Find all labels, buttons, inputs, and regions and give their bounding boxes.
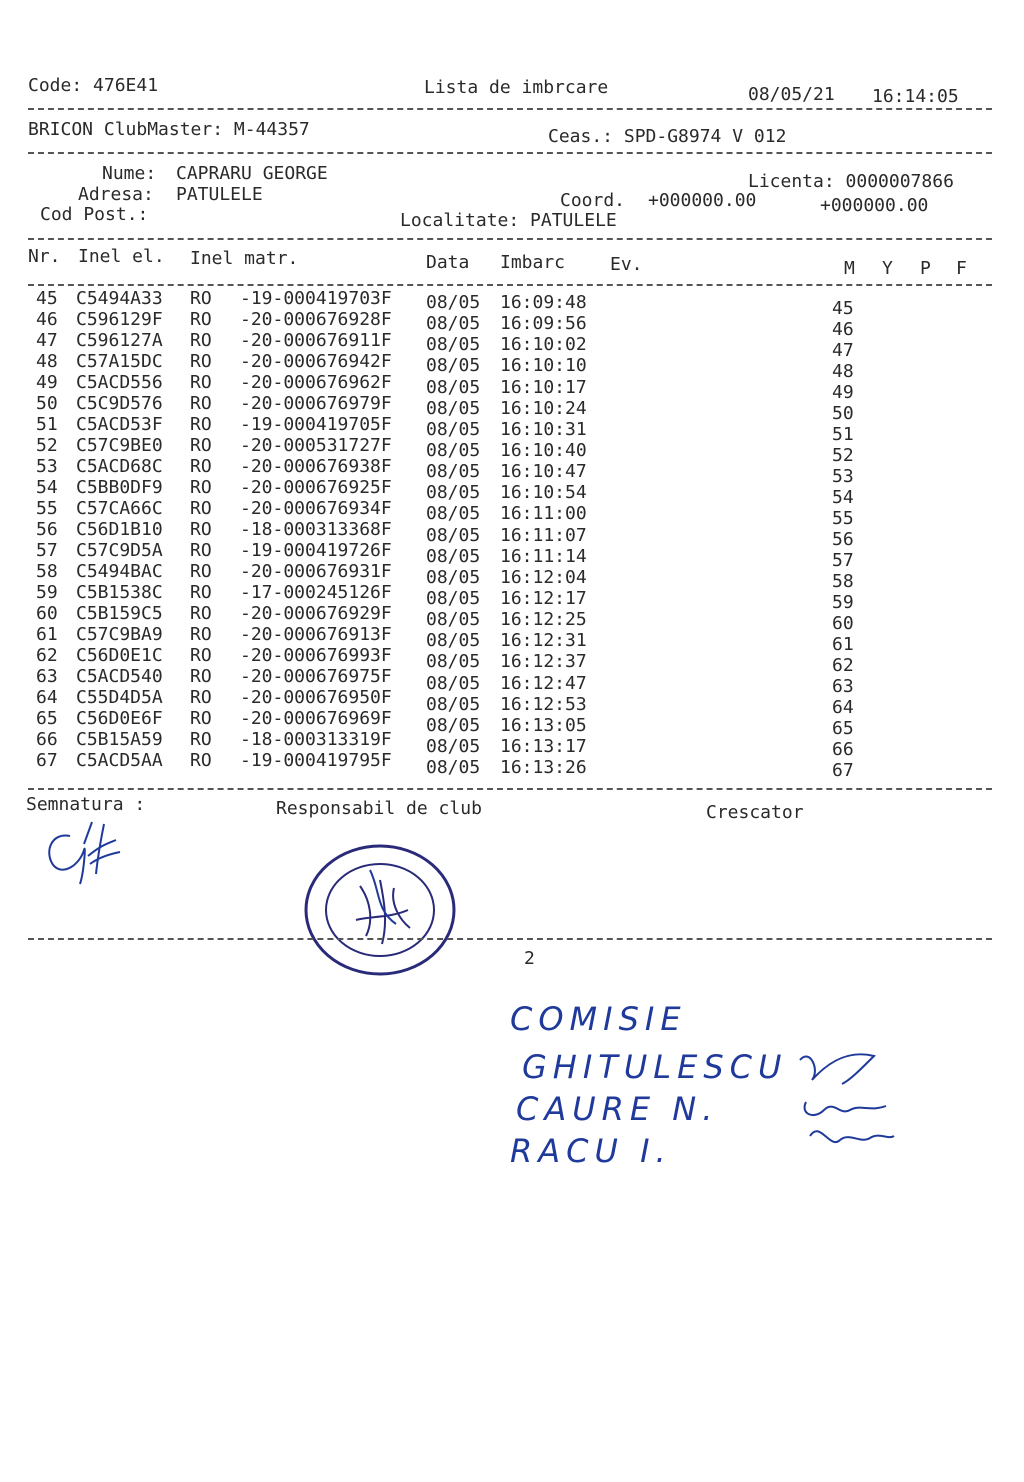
row-m: 66: [832, 739, 854, 760]
table-row: [0, 372, 1024, 403]
row-ring-number: -20-000676938F: [240, 456, 392, 477]
adresa-label: Adresa:: [78, 184, 154, 205]
row-country: RO: [190, 456, 212, 477]
row-ring-number: -20-000676931F: [240, 561, 392, 582]
row-m: 59: [832, 592, 854, 613]
row-country: RO: [190, 666, 212, 687]
row-electronic-ring: C5494BAC: [76, 561, 163, 582]
table-row: [0, 540, 1024, 571]
row-electronic-ring: C5B159C5: [76, 603, 163, 624]
licenta-label: Licenta: 0000007866: [748, 171, 954, 192]
row-date: 08/05: [426, 313, 481, 335]
club-responsible-label: Responsabil de club: [276, 798, 482, 819]
coord-x: +000000.00: [648, 190, 757, 211]
row-time: 16:12:31: [500, 630, 587, 652]
col-inel-el: Inel el.: [78, 246, 165, 267]
row-country: RO: [190, 624, 212, 645]
divider: [28, 788, 992, 790]
localitate-label: Localitate: PATULELE: [400, 210, 617, 231]
table-row: [0, 435, 1024, 466]
row-electronic-ring: C5ACD540: [76, 666, 163, 687]
row-m: 64: [832, 697, 854, 718]
table-row: [0, 750, 1024, 781]
row-electronic-ring: C5494A33: [76, 288, 163, 309]
row-ring-number: -19-000419705F: [240, 414, 392, 435]
row-ring-number: -20-000676925F: [240, 477, 392, 498]
row-country: RO: [190, 351, 212, 372]
col-inel-matr: Inel matr.: [190, 248, 299, 269]
row-nr: 64: [36, 687, 58, 708]
table-row: [0, 456, 1024, 487]
table-row: [0, 393, 1024, 424]
row-electronic-ring: C5B15A59: [76, 729, 163, 750]
row-electronic-ring: C57A15DC: [76, 351, 163, 372]
row-time: 16:10:10: [500, 355, 587, 377]
row-m: 45: [832, 298, 854, 319]
row-ring-number: -19-000419703F: [240, 288, 392, 309]
handwritten-name-2: CAURE N.: [516, 1090, 719, 1128]
row-time: 16:13:05: [500, 714, 587, 736]
row-date: 08/05: [426, 609, 481, 631]
table-row: [0, 519, 1024, 550]
row-date: 08/05: [426, 524, 481, 546]
row-time: 16:12:25: [500, 609, 587, 631]
row-time: 16:12:47: [500, 672, 587, 694]
row-time: 16:10:54: [500, 482, 587, 504]
breeder-label: Crescator: [706, 802, 804, 823]
table-row: [0, 561, 1024, 592]
row-ring-number: -20-000531727F: [240, 435, 392, 456]
row-electronic-ring: C55D4D5A: [76, 687, 163, 708]
row-country: RO: [190, 708, 212, 729]
row-time: 16:10:02: [500, 334, 587, 356]
row-nr: 45: [36, 288, 58, 309]
row-country: RO: [190, 330, 212, 351]
col-ev: Ev.: [610, 254, 643, 275]
row-time: 16:10:24: [500, 397, 587, 419]
row-m: 62: [832, 655, 854, 676]
row-ring-number: -19-000419726F: [240, 540, 392, 561]
signature-image: [40, 814, 130, 894]
row-m: 60: [832, 613, 854, 634]
row-ring-number: -20-000676950F: [240, 687, 392, 708]
row-nr: 50: [36, 393, 58, 414]
row-time: 16:11:07: [500, 524, 587, 546]
table-row: [0, 288, 1024, 319]
row-date: 08/05: [426, 482, 481, 504]
row-date: 08/05: [426, 587, 481, 609]
document-title: Lista de imbrcare: [424, 77, 609, 98]
row-m: 56: [832, 529, 854, 550]
row-date: 08/05: [426, 566, 481, 588]
row-country: RO: [190, 393, 212, 414]
row-nr: 65: [36, 708, 58, 729]
clock-label: Ceas.: SPD-G8974 V 012: [548, 126, 787, 147]
row-m: 65: [832, 718, 854, 739]
row-time: 16:11:00: [500, 503, 587, 525]
row-electronic-ring: C5BB0DF9: [76, 477, 163, 498]
row-nr: 53: [36, 456, 58, 477]
coord-label: Coord.: [560, 190, 626, 211]
col-p: P: [920, 258, 931, 279]
table-row: [0, 477, 1024, 508]
row-date: 08/05: [426, 461, 481, 483]
row-electronic-ring: C56D0E6F: [76, 708, 163, 729]
row-ring-number: -18-000313368F: [240, 519, 392, 540]
row-m: 51: [832, 424, 854, 445]
table-row: [0, 498, 1024, 529]
row-electronic-ring: C57CA66C: [76, 498, 163, 519]
row-time: 16:09:56: [500, 313, 587, 335]
row-ring-number: -17-000245126F: [240, 582, 392, 603]
row-time: 16:12:53: [500, 693, 587, 715]
row-country: RO: [190, 477, 212, 498]
row-m: 50: [832, 403, 854, 424]
row-electronic-ring: C596127A: [76, 330, 163, 351]
divider: [28, 284, 992, 286]
row-country: RO: [190, 750, 212, 771]
row-country: RO: [190, 435, 212, 456]
row-ring-number: -20-000676979F: [240, 393, 392, 414]
row-time: 16:09:48: [500, 292, 587, 313]
row-m: 58: [832, 571, 854, 592]
row-m: 49: [832, 382, 854, 403]
owner-name: CAPRARU GEORGE: [176, 163, 328, 184]
row-nr: 54: [36, 477, 58, 498]
row-date: 08/05: [426, 545, 481, 567]
row-date: 08/05: [426, 292, 481, 313]
row-m: 55: [832, 508, 854, 529]
row-country: RO: [190, 729, 212, 750]
row-nr: 47: [36, 330, 58, 351]
club-stamp-image: [300, 840, 460, 980]
table-row: [0, 624, 1024, 655]
col-y: Y: [882, 258, 893, 279]
row-nr: 59: [36, 582, 58, 603]
row-country: RO: [190, 603, 212, 624]
row-nr: 58: [36, 561, 58, 582]
table-row: [0, 582, 1024, 613]
row-date: 08/05: [426, 693, 481, 715]
row-date: 08/05: [426, 735, 481, 757]
row-m: 48: [832, 361, 854, 382]
row-date: 08/05: [426, 672, 481, 694]
row-ring-number: -20-000676993F: [240, 645, 392, 666]
table-row: [0, 330, 1024, 361]
row-electronic-ring: C596129F: [76, 309, 163, 330]
divider: [28, 108, 992, 110]
row-m: 63: [832, 676, 854, 697]
row-ring-number: -20-000676934F: [240, 498, 392, 519]
owner-address: PATULELE: [176, 184, 263, 205]
row-ring-number: -20-000676913F: [240, 624, 392, 645]
row-date: 08/05: [426, 651, 481, 673]
col-f: F: [956, 258, 967, 279]
row-m: 61: [832, 634, 854, 655]
handwritten-commission: COMISIE: [510, 1000, 687, 1038]
row-ring-number: -20-000676962F: [240, 372, 392, 393]
divider: [28, 938, 992, 940]
row-nr: 51: [36, 414, 58, 435]
row-country: RO: [190, 309, 212, 330]
row-date: 08/05: [426, 503, 481, 525]
row-ring-number: -20-000676928F: [240, 309, 392, 330]
handwritten-name-3: RACU I.: [510, 1132, 672, 1170]
row-electronic-ring: C57C9BA9: [76, 624, 163, 645]
row-time: 16:12:04: [500, 566, 587, 588]
col-nr: Nr.: [28, 246, 61, 267]
row-nr: 62: [36, 645, 58, 666]
row-m: 54: [832, 487, 854, 508]
table-row: [0, 645, 1024, 676]
row-time: 16:10:17: [500, 376, 587, 398]
row-ring-number: -20-000676975F: [240, 666, 392, 687]
handwritten-name-1: GHITULESCU: [522, 1048, 788, 1086]
row-nr: 61: [36, 624, 58, 645]
page-number: 2: [524, 948, 535, 969]
row-time: 16:10:31: [500, 418, 587, 440]
divider: [28, 238, 992, 240]
row-m: 57: [832, 550, 854, 571]
row-ring-number: -20-000676942F: [240, 351, 392, 372]
row-electronic-ring: C5C9D576: [76, 393, 163, 414]
row-electronic-ring: C5B1538C: [76, 582, 163, 603]
row-country: RO: [190, 561, 212, 582]
row-date: 08/05: [426, 714, 481, 736]
nume-label: Nume:: [102, 163, 157, 184]
club-label: BRICON ClubMaster: M-44357: [28, 119, 310, 140]
row-ring-number: -19-000419795F: [240, 750, 392, 771]
row-country: RO: [190, 414, 212, 435]
codpost-label: Cod Post.:: [40, 204, 149, 225]
row-nr: 48: [36, 351, 58, 372]
row-date: 08/05: [426, 397, 481, 419]
table-row: [0, 729, 1024, 760]
row-electronic-ring: C56D0E1C: [76, 645, 163, 666]
row-country: RO: [190, 288, 212, 309]
signature-label: Semnatura :: [26, 794, 146, 815]
row-m: 47: [832, 340, 854, 361]
divider: [28, 152, 992, 154]
row-nr: 56: [36, 519, 58, 540]
row-nr: 63: [36, 666, 58, 687]
row-date: 08/05: [426, 334, 481, 356]
row-date: 08/05: [426, 418, 481, 440]
table-row: [0, 666, 1024, 697]
row-date: 08/05: [426, 355, 481, 377]
row-time: 16:11:14: [500, 545, 587, 567]
col-m: M: [844, 258, 855, 279]
row-time: 16:12:37: [500, 651, 587, 673]
row-date: 08/05: [426, 630, 481, 652]
row-country: RO: [190, 372, 212, 393]
table-row: [0, 309, 1024, 340]
row-m: 67: [832, 760, 854, 781]
row-country: RO: [190, 582, 212, 603]
row-country: RO: [190, 498, 212, 519]
row-m: 46: [832, 319, 854, 340]
row-electronic-ring: C5ACD53F: [76, 414, 163, 435]
header-time: 16:14:05: [872, 86, 959, 107]
table-row: [0, 603, 1024, 634]
row-time: 16:10:47: [500, 461, 587, 483]
row-nr: 66: [36, 729, 58, 750]
row-ring-number: -20-000676911F: [240, 330, 392, 351]
row-nr: 49: [36, 372, 58, 393]
row-nr: 46: [36, 309, 58, 330]
row-ring-number: -20-000676929F: [240, 603, 392, 624]
row-electronic-ring: C5ACD556: [76, 372, 163, 393]
row-electronic-ring: C57C9D5A: [76, 540, 163, 561]
row-nr: 57: [36, 540, 58, 561]
row-electronic-ring: C56D1B10: [76, 519, 163, 540]
row-m: 53: [832, 466, 854, 487]
row-m: 52: [832, 445, 854, 466]
row-country: RO: [190, 519, 212, 540]
row-electronic-ring: C57C9BE0: [76, 435, 163, 456]
row-time: 16:10:40: [500, 439, 587, 461]
row-nr: 60: [36, 603, 58, 624]
row-nr: 52: [36, 435, 58, 456]
header-date: 08/05/21: [748, 84, 835, 105]
row-electronic-ring: C5ACD68C: [76, 456, 163, 477]
table-row: [0, 351, 1024, 382]
row-time: 16:13:26: [500, 757, 587, 779]
table-row: [0, 414, 1024, 445]
row-country: RO: [190, 687, 212, 708]
row-ring-number: -20-000676969F: [240, 708, 392, 729]
row-time: 16:12:17: [500, 587, 587, 609]
row-time: 16:13:17: [500, 735, 587, 757]
row-date: 08/05: [426, 376, 481, 398]
commission-signatures-image: [790, 1040, 900, 1160]
coord-y: +000000.00: [820, 195, 929, 216]
row-electronic-ring: C5ACD5AA: [76, 750, 163, 771]
table-row: [0, 708, 1024, 739]
table-row: [0, 687, 1024, 718]
row-ring-number: -18-000313319F: [240, 729, 392, 750]
row-nr: 67: [36, 750, 58, 771]
row-date: 08/05: [426, 439, 481, 461]
row-nr: 55: [36, 498, 58, 519]
row-country: RO: [190, 540, 212, 561]
col-imbarc: Imbarc: [500, 252, 566, 273]
code-label: Code: 476E41: [28, 75, 159, 96]
row-country: RO: [190, 645, 212, 666]
col-data: Data: [426, 252, 470, 273]
row-date: 08/05: [426, 757, 481, 779]
